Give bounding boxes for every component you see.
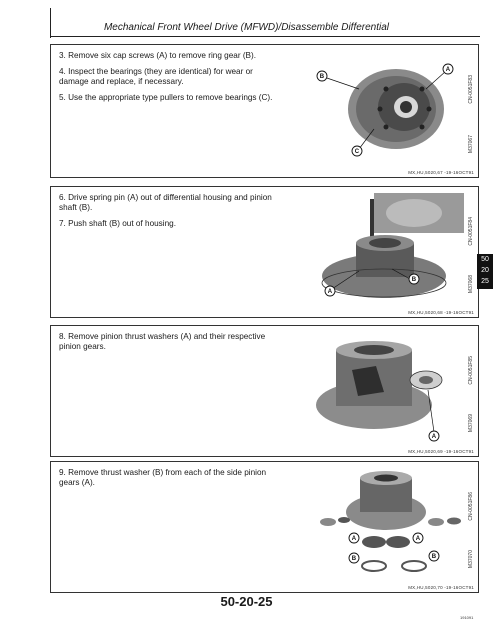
callout-a-2-label: A: [415, 536, 421, 543]
side-code-2: M37067: [468, 135, 474, 154]
section-tab-line-3: 25: [481, 278, 489, 285]
side-code: CN-0051F85: [468, 356, 474, 385]
figure-caption: MX,HU,5020,69 -19-16OCT91: [408, 449, 474, 454]
step-4: 4. Inspect the bearings (they are identical) for wear or damage and replace, if necessary.: [59, 67, 253, 86]
step-6: 6. Drive spring pin (A) out of differential housing and pinion shaft (B).: [59, 193, 272, 212]
ring-gear-illustration: [314, 49, 474, 167]
section-tab-line-1: 50: [481, 256, 489, 263]
callout-c-label: C: [354, 149, 360, 156]
side-code-2: M37068: [468, 275, 474, 294]
instruction-panel-3: [50, 325, 479, 457]
instruction-panel-1: [50, 44, 479, 178]
header-rule: [50, 36, 480, 37]
side-code: CN-0051F84: [468, 217, 474, 246]
spring-pin-illustration: [314, 191, 474, 309]
callout-b-label: B: [319, 74, 325, 81]
figure-caption: MX,HU,5020,67 -19-16OCT91: [408, 170, 474, 175]
thrust-washer-illustration: [314, 330, 474, 448]
section-tab-line-2: 20: [481, 267, 489, 274]
figure-thrust-washers: [314, 330, 474, 448]
step-8: 8. Remove pinion thrust washers (A) and their respective pinion gears.: [59, 332, 266, 351]
page-number: 50-20-25: [220, 594, 273, 609]
callout-a-label: A: [445, 67, 451, 74]
instruction-panel-4: [50, 461, 479, 593]
panel-1-text: [59, 51, 274, 109]
step-7: 7. Push shaft (B) out of housing.: [59, 219, 176, 228]
figure-caption: MX,HU,5020,70 -19-16OCT91: [408, 585, 474, 590]
side-code-2: M37070: [468, 550, 474, 569]
panel-4-text: [59, 468, 274, 494]
footer-code: 191091: [460, 615, 474, 620]
step-9: 9. Remove thrust washer (B) from each of the side pinion gears (A).: [59, 468, 267, 487]
side-code-2: M37069: [468, 414, 474, 433]
page-title: Mechanical Front Wheel Drive (MFWD)/Disassemble Differential: [103, 22, 390, 33]
panel-2-text: [59, 193, 274, 235]
step-5: 5. Use the appropriate type pullers to remove bearings (C).: [59, 93, 273, 102]
callout-b-2-label: B: [431, 554, 437, 561]
callout-a-label: A: [351, 536, 357, 543]
figure-side-pinion-gears: [314, 466, 474, 584]
callout-b-label: B: [411, 277, 417, 284]
instruction-panel-2: [50, 186, 479, 318]
panel-3-text: [59, 332, 274, 358]
callout-a-label: A: [431, 434, 437, 441]
side-code: CN-0051F86: [468, 492, 474, 521]
side-pinion-illustration: [314, 466, 474, 584]
step-3: 3. Remove six cap screws (A) to remove ring gear (B).: [59, 51, 257, 60]
callout-b-label: B: [351, 556, 357, 563]
figure-spring-pin: [314, 191, 474, 309]
callout-a-label: A: [327, 289, 333, 296]
figure-ring-gear: [314, 49, 474, 167]
side-code: CN-0051F83: [468, 75, 474, 104]
section-tab: [477, 254, 493, 289]
figure-caption: MX,HU,5020,68 -19-16OCT91: [408, 310, 474, 315]
